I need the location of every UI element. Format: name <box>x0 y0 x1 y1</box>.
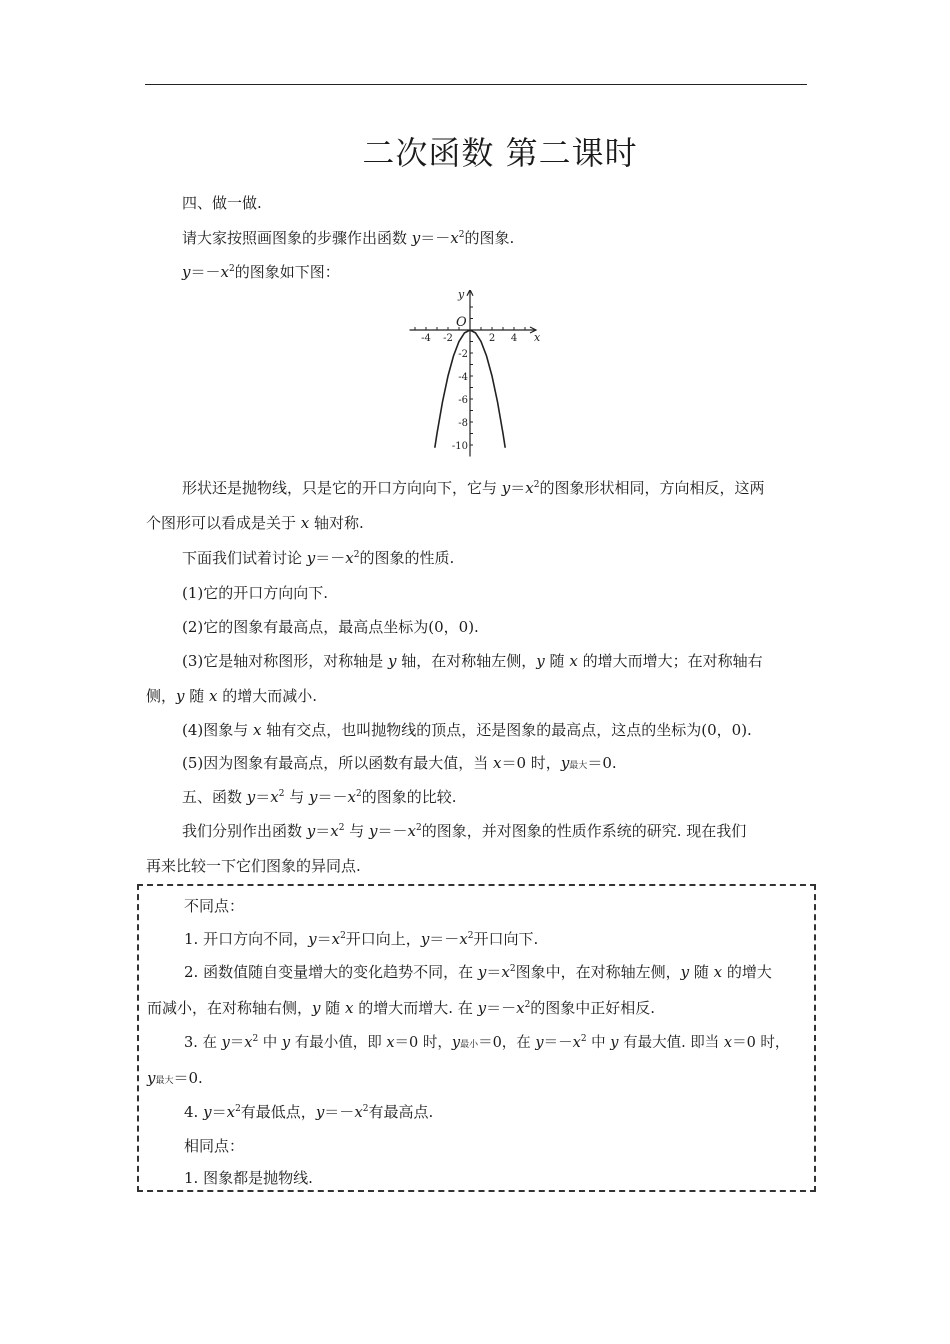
parabola-graph <box>400 290 550 460</box>
y-axis-label: y <box>458 290 465 301</box>
section-5-heading: 五、函数 $y=x^2$ 与 $y=-x^2$的图象的比较. <box>182 788 457 806</box>
difference-4: 4. $y=x^2$有最低点，$y=-x^2$有最高点. <box>184 1103 434 1121</box>
difference-3-line-2: y最大＝0. <box>147 1069 203 1087</box>
paragraph-shape-line-2: 个图形可以看成是关于 x 轴对称. <box>146 514 364 532</box>
header-rule <box>145 84 807 85</box>
y-tick-label: -4 <box>458 372 468 383</box>
x-tick-label: 4 <box>510 333 518 344</box>
section-4-heading: 四、做一做. <box>182 194 262 212</box>
instruction-line: 请大家按照画图象的步骤作出函数 $y=-x^2$的图象. <box>182 229 515 247</box>
origin-label: O <box>456 315 467 330</box>
y-tick-label: -10 <box>451 441 468 452</box>
comparison-line-1: 我们分别作出函数 $y=x^2$ 与 $y=-x^2$的图象，并对图象的性质作系统的研究. 现在我们 <box>182 822 747 840</box>
y-tick-label: -2 <box>458 349 468 360</box>
comparison-line-2: 再来比较一下它们图象的异同点. <box>146 857 361 875</box>
property-3-line-2: 侧，y 随 x 的增大而减小. <box>146 687 318 705</box>
difference-3-line-1: 3. 在 $y=x^2$ 中 y 有最小值，即 x＝0 时，y最小＝0，在 $y=-x^2$ 中 y 有最大值. 即当 x＝0 时， <box>184 1034 790 1051</box>
graph-axes <box>410 290 537 457</box>
graph-labels <box>421 290 541 452</box>
x-tick-label: -4 <box>421 333 431 344</box>
property-3-line-1: (3)它是轴对称图形，对称轴是 y 轴，在对称轴左侧，y 随 x 的增大而增大；在对称轴右 <box>182 652 763 670</box>
paragraph-shape-line-1: 形状还是抛物线，只是它的开口方向向下，它与 $y=x^2$的图象形状相同，方向相反，这两 <box>182 479 765 497</box>
difference-1: 1. 开口方向不同，$y=x^2$开口向上，$y=-x^2$开口向下. <box>184 930 539 948</box>
difference-2-line-1: 2. 函数值随自变量增大的变化趋势不同，在 $y=x^2$图象中，在对称轴左侧，y 随 x 的增大 <box>184 963 772 981</box>
property-5: (5)因为图象有最高点，所以函数有最大值，当 x＝0 时，y最大＝0. <box>182 754 617 772</box>
y-tick-label: -8 <box>458 418 468 429</box>
property-4: (4)图象与 x 轴有交点，也叫抛物线的顶点，还是图象的最高点，这点的坐标为(0，0). <box>182 721 752 739</box>
difference-2-line-2: 而减小，在对称轴右侧，y 随 x 的增大而增大. 在 $y=-x^2$的图象中正好相反. <box>147 999 656 1017</box>
similarities-heading: 相同点： <box>184 1137 245 1155</box>
comparison-box <box>137 884 816 1192</box>
y-tick-label: -6 <box>458 395 468 406</box>
x-tick-label: 2 <box>488 333 496 344</box>
discussion-intro: 下面我们试着讨论 $y=-x^2$的图象的性质. <box>182 549 455 567</box>
x-axis-label: x <box>534 331 541 344</box>
property-1: (1)它的开口方向向下. <box>182 584 329 602</box>
graph-caption: $y=-x^2$的图象如下图： <box>182 263 340 281</box>
page-title: 二次函数 第二课时 <box>362 134 638 172</box>
differences-heading: 不同点： <box>184 897 245 915</box>
x-tick-label: -2 <box>443 333 453 344</box>
property-2: (2)它的图象有最高点，最高点坐标为(0，0). <box>182 618 479 636</box>
similarity-1: 1. 图象都是抛物线. <box>184 1169 313 1187</box>
